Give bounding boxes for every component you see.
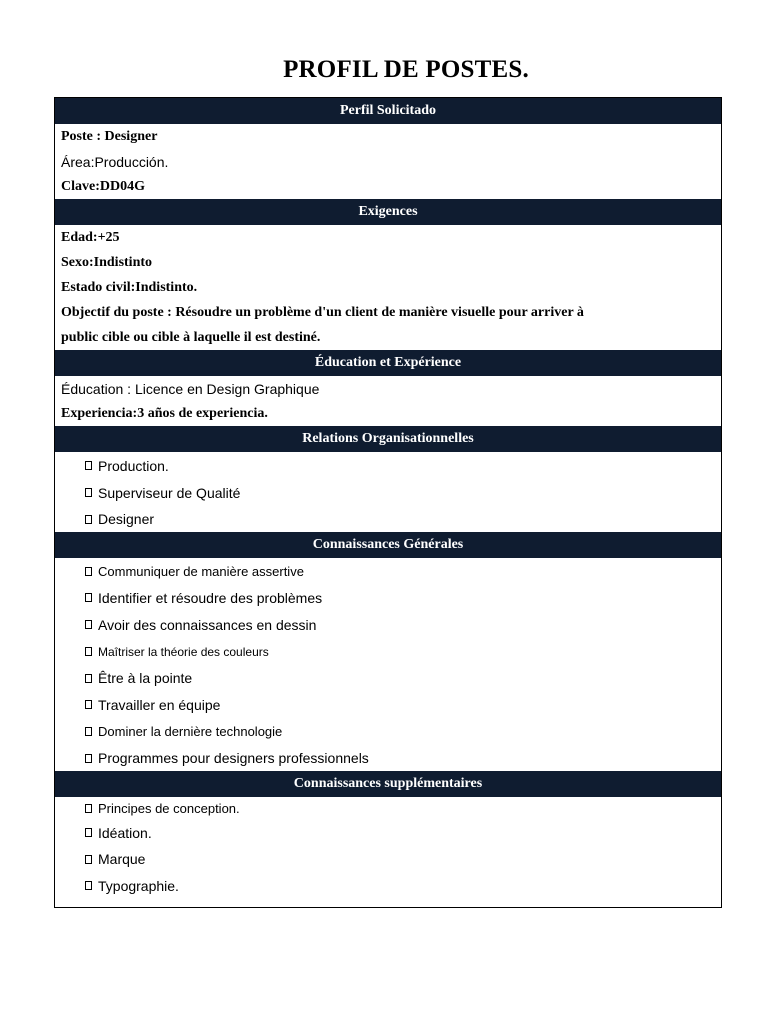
checkbox-icon: [85, 593, 92, 602]
list-item: [55, 479, 721, 506]
section-header-relations: Relations Organisationnelles: [55, 426, 721, 452]
checkbox-icon: [85, 754, 92, 763]
section-header-exigences: Exigences: [55, 199, 721, 225]
objectif-line-2: public cible ou cible à laquelle il est destiné.: [61, 329, 321, 345]
checkbox-icon: [85, 461, 92, 470]
list-item-label: Marque: [98, 851, 146, 867]
list-item-label: Dominer la dernière technologie: [98, 724, 283, 739]
experiencia-field: Experiencia:3 años de experiencia.: [61, 405, 268, 421]
list-item: [55, 665, 721, 691]
checkbox-icon: [85, 567, 92, 576]
checkbox-icon: [85, 727, 92, 736]
checkbox-icon: [85, 515, 92, 524]
list-item: [55, 452, 721, 479]
education-field: Éducation : Licence en Design Graphique: [61, 380, 320, 397]
checkbox-icon: [85, 881, 92, 890]
list-item: [55, 745, 721, 771]
checkbox-icon: [85, 620, 92, 629]
checkbox-icon: [85, 828, 92, 837]
checkbox-icon: [85, 488, 92, 497]
list-item-label: Être à la pointe: [98, 670, 193, 686]
checkbox-icon: [85, 855, 92, 864]
section-header-education: Éducation et Expérience: [55, 350, 721, 376]
edad-field: Edad:+25: [61, 229, 120, 245]
section-header-connaissances: Connaissances Générales: [55, 532, 721, 558]
list-item: [55, 638, 721, 665]
list-item: [55, 584, 721, 611]
list-item-label: Travailler en équipe: [98, 696, 221, 713]
list-item-label: Typographie.: [98, 877, 179, 894]
list-item: [55, 872, 721, 899]
section-header-supplementaires: Connaissances supplémentaires: [55, 771, 721, 797]
list-item-label: Principes de conception.: [98, 800, 240, 816]
list-item: [55, 718, 721, 745]
list-item: [55, 797, 721, 819]
list-item-label: Designer: [98, 511, 155, 527]
list-item: [55, 691, 721, 718]
section-header-perfil: Perfil Solicitado: [55, 98, 721, 124]
profile-table: [54, 97, 722, 908]
list-item: [55, 506, 721, 532]
estado-civil-field: Estado civil:Indistinto.: [61, 279, 198, 295]
sexo-field: Sexo:Indistinto: [61, 254, 153, 270]
checkbox-icon: [85, 700, 92, 709]
list-item: [55, 819, 721, 846]
list-item: [55, 846, 721, 872]
checkbox-icon: [85, 674, 92, 683]
list-item-label: Programmes pour designers professionnels: [98, 750, 369, 766]
list-item-label: Avoir des connaissances en dessin: [98, 616, 317, 633]
checkbox-icon: [85, 804, 92, 813]
poste-field: Poste : Designer: [61, 128, 158, 144]
page-title: PROFIL DE POSTES.: [283, 56, 529, 83]
list-item-label: Maîtriser la théorie des couleurs: [98, 644, 269, 659]
list-item: [55, 558, 721, 584]
list-item-label: Identifier et résoudre des problèmes: [98, 589, 323, 606]
list-item-label: Idéation.: [98, 824, 152, 841]
list-item-label: Production.: [98, 457, 169, 474]
list-item: [55, 611, 721, 638]
clave-field: Clave:DD04G: [61, 178, 145, 194]
list-item-label: Communiquer de manière assertive: [98, 563, 304, 579]
area-field: Área:Producción.: [61, 153, 169, 170]
objectif-line-1: Objectif du poste : Résoudre un problème d'un client de manière visuelle pour arriver à: [61, 304, 584, 320]
checkbox-icon: [85, 647, 92, 656]
list-item-label: Superviseur de Qualité: [98, 484, 241, 501]
